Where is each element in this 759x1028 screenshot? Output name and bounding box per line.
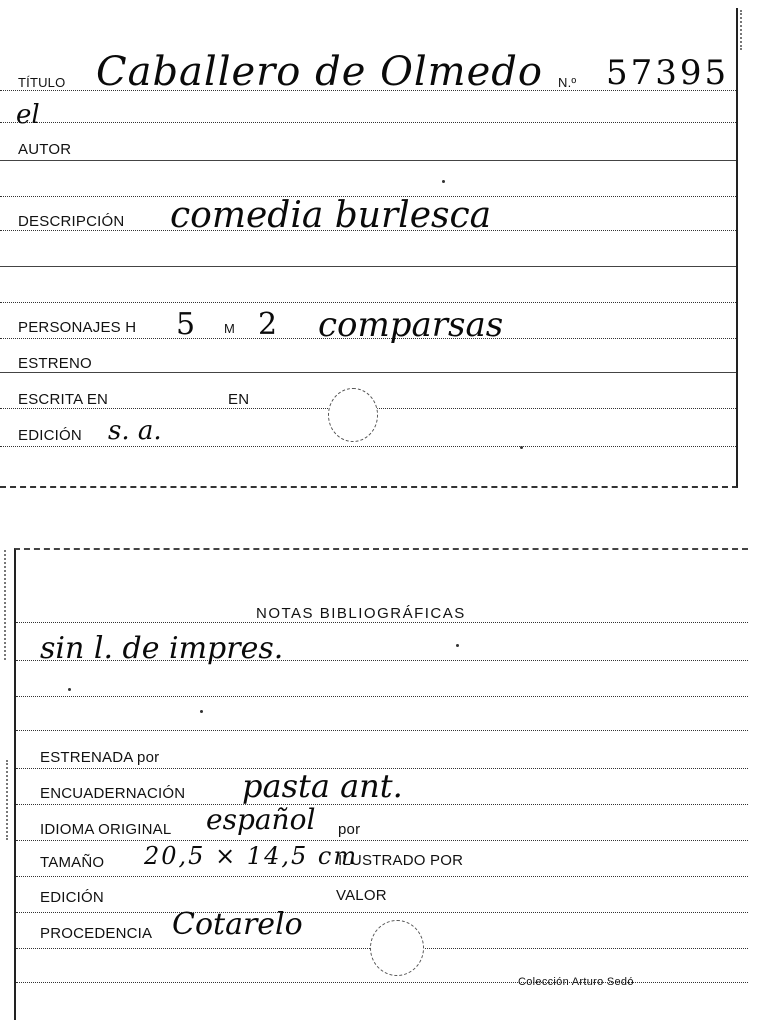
scan-edge-noise: [4, 550, 6, 660]
ruled-line: [16, 876, 748, 877]
ruled-line: [0, 372, 736, 373]
scan-edge-noise: [740, 10, 742, 50]
descripcion-label: DESCRIPCIÓN: [18, 213, 125, 230]
titulo-value: Caballero de Olmedo: [96, 49, 543, 95]
autor-label: AUTOR: [18, 141, 72, 158]
ruled-line: [0, 446, 736, 447]
numero-value: 57395: [606, 53, 730, 93]
punch-hole: [328, 388, 378, 442]
procedencia-label: PROCEDENCIA: [40, 925, 153, 942]
idioma-label: IDIOMA ORIGINAL: [40, 821, 172, 838]
escrita-en-label: ESCRITA EN: [18, 391, 109, 408]
catalog-card-back: [14, 548, 748, 1020]
ruled-line: [0, 160, 736, 161]
idioma-por-label: por: [338, 821, 361, 838]
titulo-value-line2: el: [16, 100, 40, 130]
notas-value: sin l. de impres.: [40, 631, 284, 666]
ink-speck: [456, 644, 459, 647]
ruled-line: [0, 122, 736, 123]
ruled-line: [16, 622, 748, 623]
scan-edge-noise: [6, 760, 8, 840]
personajes-h-value: 5: [176, 307, 196, 342]
edicion-value: s. a.: [108, 416, 162, 446]
ilustrado-label: ILUSTRADO POR: [338, 852, 464, 869]
encuadernacion-value: pasta ant.: [242, 767, 403, 805]
ruled-line: [16, 696, 748, 697]
ink-speck: [68, 688, 71, 691]
edicion-label: EDICIÓN: [18, 427, 82, 444]
idioma-value: español: [206, 803, 316, 836]
ruled-line: [16, 982, 748, 983]
ink-speck: [200, 710, 203, 713]
valor-label: VALOR: [336, 887, 387, 904]
estrenada-label: ESTRENADA por: [40, 749, 160, 766]
procedencia-value: Cotarelo: [172, 907, 303, 942]
en-label: EN: [228, 391, 250, 408]
ruled-line: [0, 266, 736, 267]
numero-label: N.º: [558, 75, 577, 90]
edicion-label-back: EDICIÓN: [40, 889, 104, 906]
tamano-value: 20,5 × 14,5 cm: [144, 842, 359, 870]
titulo-label: TÍTULO: [18, 75, 66, 90]
ink-speck: [520, 446, 523, 449]
estreno-label: ESTRENO: [18, 355, 92, 372]
ruled-line: [16, 730, 748, 731]
punch-hole: [370, 920, 424, 976]
personajes-extra: comparsas: [318, 305, 504, 345]
notas-heading: NOTAS BIBLIOGRÁFICAS: [256, 605, 466, 622]
encuadernacion-label: ENCUADERNACIÓN: [40, 785, 186, 802]
ruled-line: [0, 302, 736, 303]
ink-speck: [442, 180, 445, 183]
personajes-m-value: 2: [258, 307, 278, 342]
personajes-m-label: M: [224, 321, 236, 336]
ruled-line: [16, 912, 748, 913]
personajes-label: PERSONAJES H: [18, 319, 137, 336]
tamano-label: TAMAÑO: [40, 854, 105, 871]
ruled-line: [16, 840, 748, 841]
descripcion-value: comedia burlesca: [170, 195, 492, 236]
collection-credit: Colección Arturo Sedó: [518, 976, 634, 988]
catalog-card-front: [0, 8, 738, 488]
